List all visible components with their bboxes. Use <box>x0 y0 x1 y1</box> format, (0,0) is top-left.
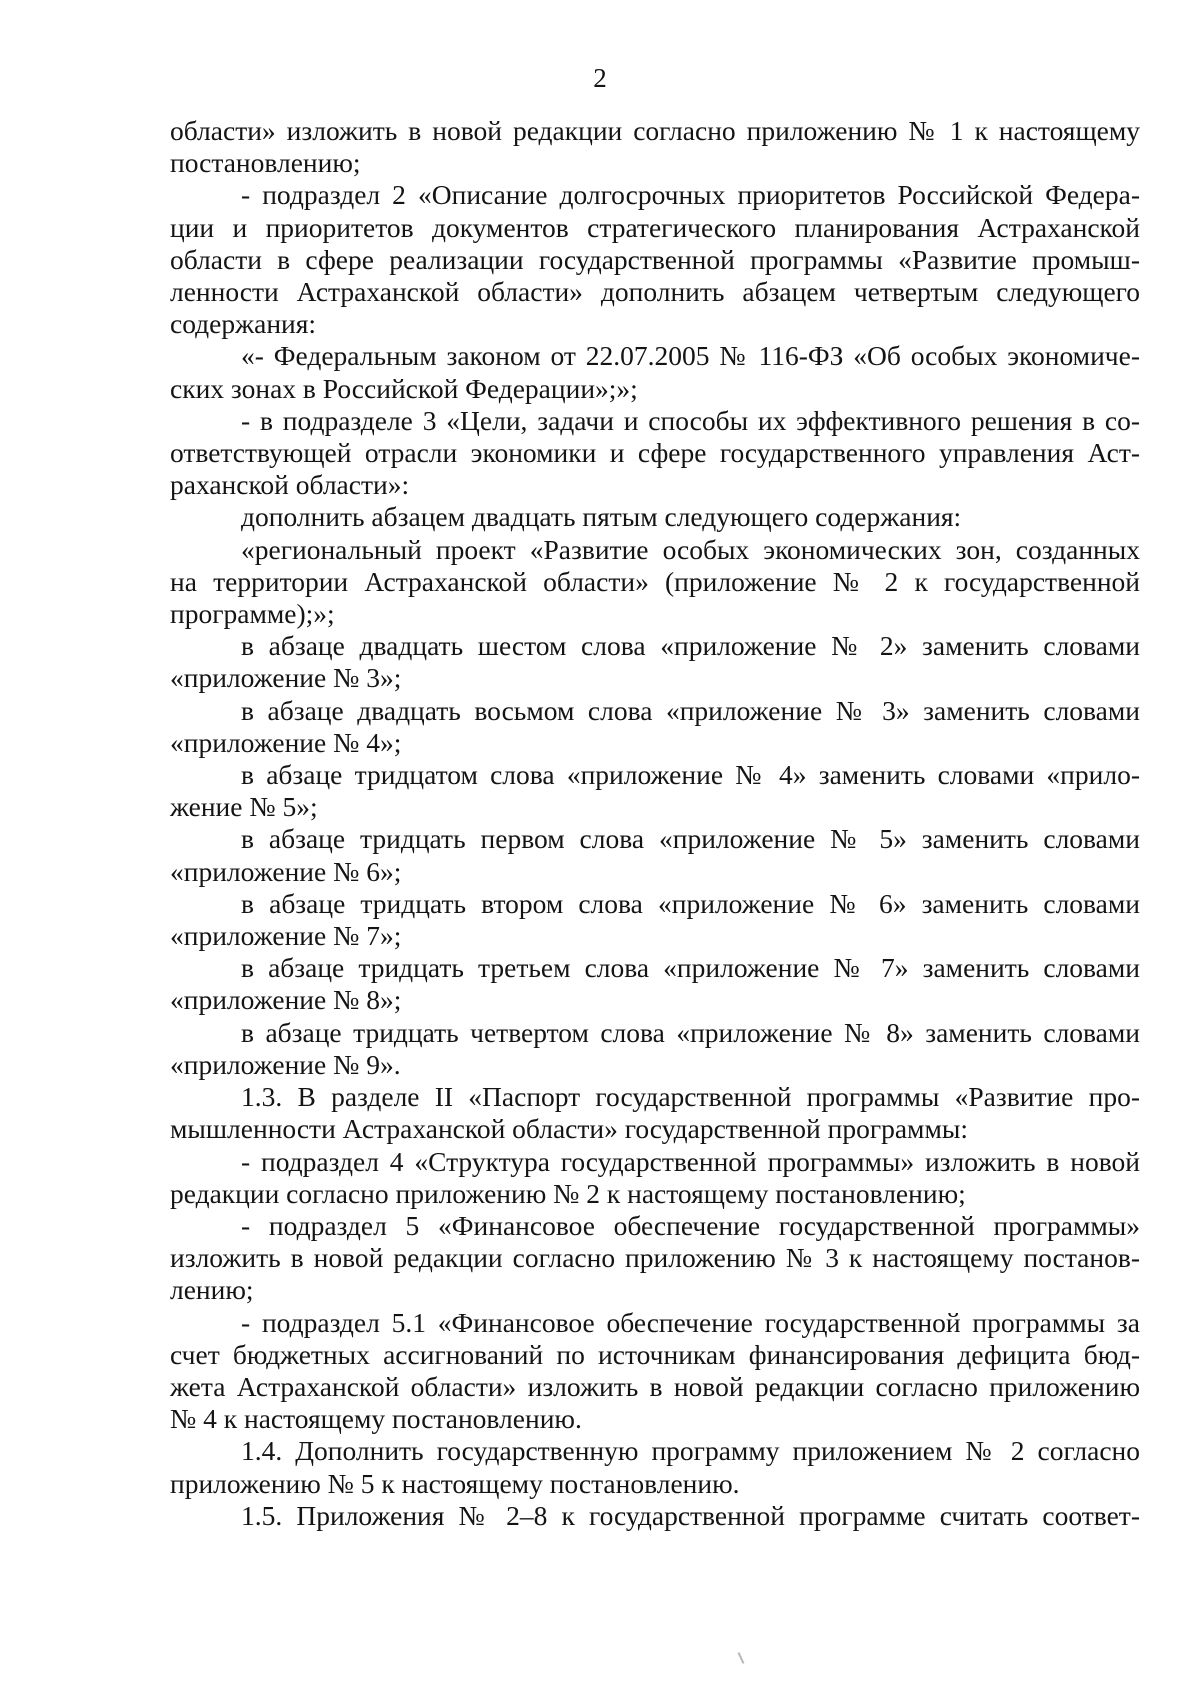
paragraph <box>170 1435 1140 1499</box>
text-line: ции и приоритетов документов стратегического планирования Астраханской <box>170 211 1140 243</box>
paragraph <box>170 952 1140 1016</box>
text-line: ских зонах в Российской Федерации»;»; <box>170 372 638 404</box>
text-line: редакции согласно приложению № 2 к настоящему постановлению; <box>170 1177 966 1209</box>
paragraph <box>170 179 1140 340</box>
text-line: - подраздел 4 «Структура государственной программы» изложить в новой <box>241 1145 1140 1177</box>
text-line: постановлению; <box>170 147 361 179</box>
text-line: жение № 5»; <box>170 791 318 823</box>
text-line: «приложение № 6»; <box>170 855 402 887</box>
text-line: счет бюджетных ассигнований по источникам финансирования дефицита бюд- <box>170 1338 1140 1370</box>
paragraph <box>170 759 1140 823</box>
text-line: «- Федеральным законом от 22.07.2005 № 116-ФЗ «Об особых экономиче- <box>241 340 1140 372</box>
text-line: «приложение № 4»; <box>170 726 402 758</box>
text-line: «приложение № 3»; <box>170 662 402 694</box>
text-line: изложить в новой редакции согласно приложению № 3 к настоящему постанов- <box>170 1242 1140 1274</box>
text-line: 1.4. Дополнить государственную программу приложением № 2 согласно <box>241 1435 1140 1467</box>
text-line: в абзаце тридцать втором слова «приложение № 6» заменить словами <box>241 887 1140 919</box>
paragraph <box>170 1081 1140 1145</box>
paragraph <box>170 1017 1140 1081</box>
paragraph <box>170 1146 1140 1210</box>
text-line: - подраздел 2 «Описание долгосрочных приоритетов Российской Федера- <box>241 179 1140 211</box>
text-line: ответствующей отрасли экономики и сфере государственного управления Аст- <box>170 437 1140 469</box>
paragraph <box>170 1210 1140 1307</box>
text-line: «приложение № 7»; <box>170 920 402 952</box>
paragraph <box>170 695 1140 759</box>
text-line: программе);»; <box>170 598 335 630</box>
text-line: «приложение № 9». <box>170 1048 401 1080</box>
paragraph <box>170 1307 1140 1436</box>
page-number: 2 <box>593 63 607 93</box>
paragraph <box>170 888 1140 952</box>
text-line: «приложение № 8»; <box>170 984 402 1016</box>
text-line: в абзаце двадцать шестом слова «приложение № 2» заменить словами <box>241 630 1140 662</box>
text-line: жета Астраханской области» изложить в новой редакции согласно приложению <box>170 1370 1140 1402</box>
text-line: № 4 к настоящему постановлению. <box>170 1403 582 1435</box>
text-line: в абзаце тридцать четвертом слова «приложение № 8» заменить словами <box>241 1016 1140 1048</box>
text-line: ленности Астраханской области» дополнить абзацем четвертым следующего <box>170 276 1140 308</box>
paragraph <box>170 115 1140 179</box>
text-line: дополнить абзацем двадцать пятым следующего содержания: <box>241 501 962 533</box>
text-line: на территории Астраханской области» (приложение № 2 к государственной <box>170 565 1140 597</box>
text-line: 1.5. Приложения № 2–8 к государственной программе считать соответ- <box>241 1499 1140 1531</box>
text-line: в абзаце двадцать восьмом слова «приложение № 3» заменить словами <box>241 694 1140 726</box>
paragraph <box>170 630 1140 694</box>
paragraph <box>170 340 1140 404</box>
text-line: области» изложить в новой редакции согласно приложению № 1 к настоящему <box>170 115 1140 146</box>
text-line: - в подразделе 3 «Цели, задачи и способы их эффективного решения в со- <box>241 404 1140 436</box>
text-line: «региональный проект «Развитие особых экономических зон, созданных <box>241 533 1140 565</box>
text-line: раханской области»: <box>170 469 410 501</box>
text-line: в абзаце тридцать третьем слова «приложение № 7» заменить словами <box>241 952 1140 984</box>
paragraph <box>170 1500 1140 1532</box>
text-line: в абзаце тридцать первом слова «приложение № 5» заменить словами <box>241 823 1140 855</box>
text-line: в абзаце тридцатом слова «приложение № 4» заменить словами «прило- <box>241 759 1140 791</box>
document-body <box>170 115 1140 1532</box>
paragraph <box>170 405 1140 502</box>
text-line: приложению № 5 к настоящему постановлению. <box>170 1467 740 1499</box>
text-line: - подраздел 5 «Финансовое обеспечение государственной программы» <box>241 1209 1140 1241</box>
text-line: мышленности Астраханской области» государственной программы: <box>170 1113 968 1145</box>
text-line: области в сфере реализации государственной программы «Развитие промыш- <box>170 243 1140 275</box>
text-line: 1.3. В разделе II «Паспорт государственной программы «Развитие про- <box>241 1081 1140 1113</box>
scan-artifact <box>738 1652 745 1664</box>
paragraph <box>170 823 1140 887</box>
paragraph <box>170 501 1140 533</box>
paragraph <box>170 534 1140 631</box>
text-line: - подраздел 5.1 «Финансовое обеспечение государственной программы за <box>241 1306 1140 1338</box>
text-line: лению; <box>170 1274 254 1306</box>
text-line: содержания: <box>170 308 317 340</box>
